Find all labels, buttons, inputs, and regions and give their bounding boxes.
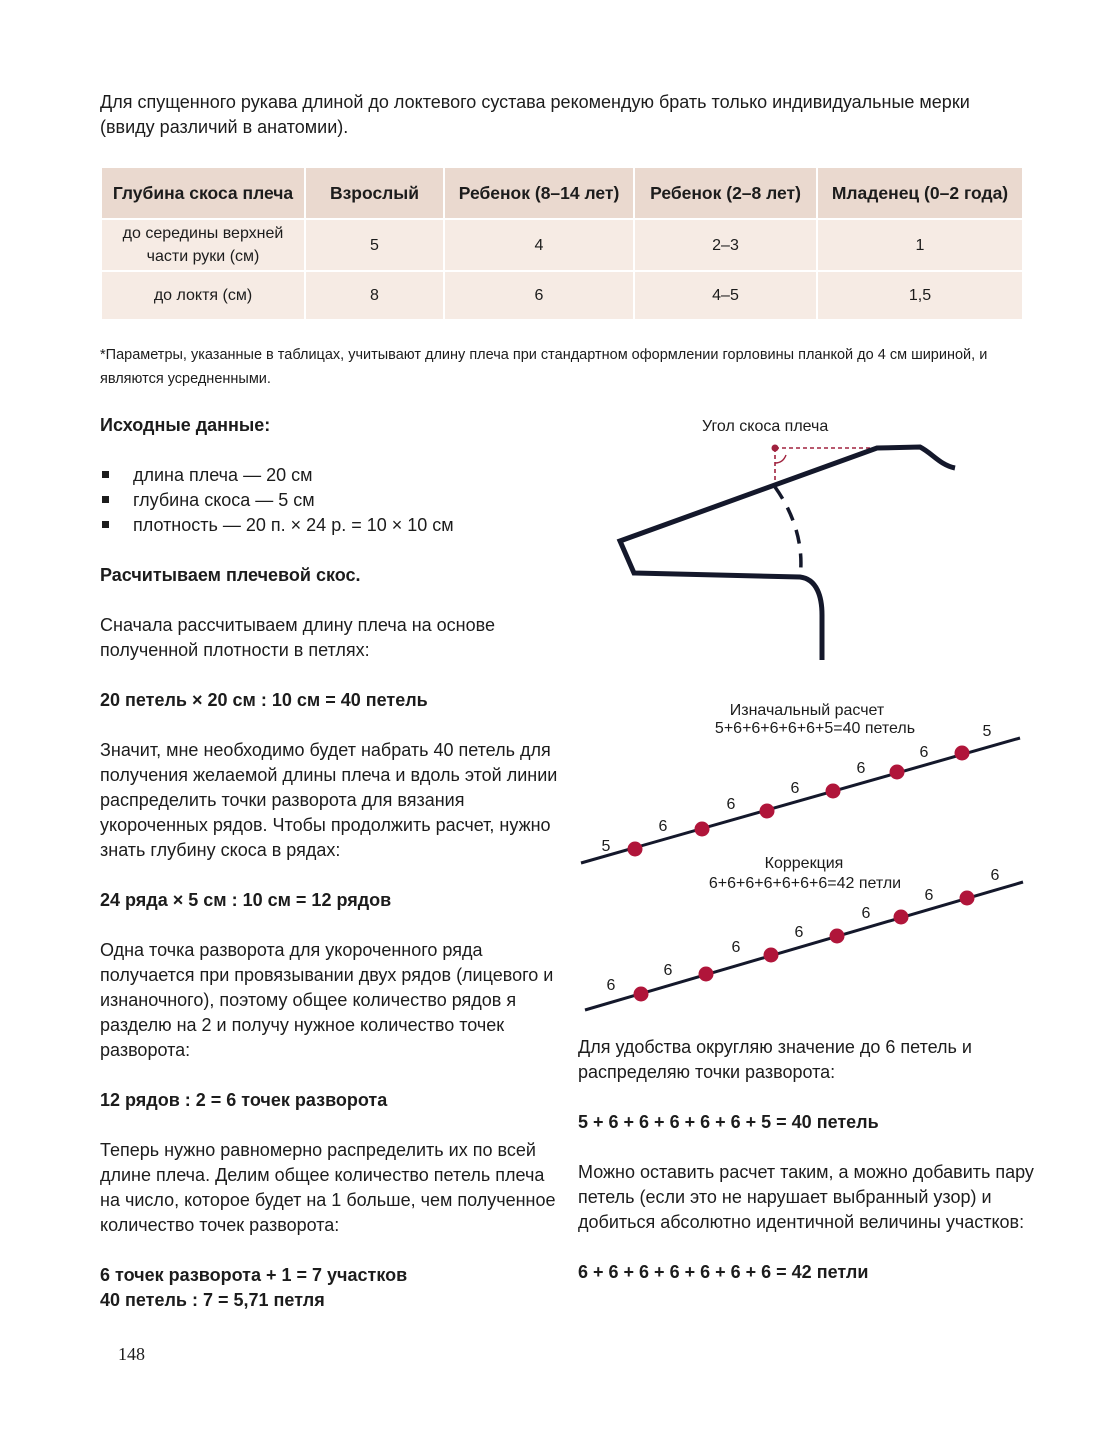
turn-point-dot [894, 910, 909, 925]
table-cell: до середины верхней части руки (см) [102, 219, 305, 271]
left-column [100, 413, 560, 1313]
paragraph: Значит, мне необходимо будет набрать 40 петель для получения желаемой длины плеча и вдоль этой линии распределить точки разворота для вязания укороченных рядов. Чтобы продолжить расчет, нужно знать глубину скоса в рядах: [100, 740, 558, 860]
table-header-row [102, 168, 1022, 219]
turn-point-dot [960, 891, 975, 906]
turn-point-dot [760, 804, 775, 819]
table-cell: 5 [305, 219, 444, 271]
segment-label: 6 [663, 962, 673, 979]
table-header-cell: Взрослый [305, 168, 444, 219]
shoulder-slope-diagram [600, 405, 980, 675]
diagram-title: Изначальный расчет [729, 702, 885, 719]
slope-angle-label: Угол скоса плеча [702, 418, 829, 435]
shoulder-slope-table [102, 168, 1022, 319]
table-cell: 8 [305, 271, 444, 319]
page-number: 148 [118, 1344, 145, 1364]
paragraph: Можно оставить расчет таким, а можно добавить пару петель (если это не нарушает выбранный узор) и добиться абсолютно идентичной величины участков: [578, 1162, 1034, 1232]
turn-point-dot [695, 822, 710, 837]
table-cell: до локтя (см) [102, 271, 305, 319]
segment-label: 6 [990, 867, 1000, 884]
table-header-cell: Глубина скоса плеча [102, 168, 305, 219]
table-row [102, 271, 1022, 319]
right-column [578, 1035, 1038, 1285]
formula: 6 + 6 + 6 + 6 + 6 + 6 + 6 = 42 петли [578, 1262, 869, 1282]
angle-arc [775, 455, 786, 463]
list-item: глубина скоса — 5 см [100, 488, 560, 513]
intro-paragraph: Для спущенного рукава длиной до локтевого сустава рекомендую брать только индивидуальные мерки (ввиду различий в анатомии). [100, 92, 970, 137]
turn-point-dot [826, 784, 841, 799]
turn-point-dot [955, 746, 970, 761]
turn-point-dot [699, 967, 714, 982]
segment-label: 6 [794, 924, 804, 941]
table-cell: 1 [817, 219, 1022, 271]
segment-label: 6 [726, 796, 736, 813]
table-header-cell: Ребенок (2–8 лет) [634, 168, 817, 219]
segment-label: 6 [731, 939, 741, 956]
formula: 6 точек разворота + 1 = 7 участков [100, 1265, 408, 1285]
formula: 12 рядов : 2 = 6 точек разворота [100, 1090, 388, 1110]
table-header-cell: Младенец (0–2 года) [817, 168, 1022, 219]
segment-label: 5 [982, 723, 992, 740]
segment-label: 6 [606, 977, 616, 994]
table-cell: 2–3 [634, 219, 817, 271]
formula: 24 ряда × 5 см : 10 см = 12 рядов [100, 890, 392, 910]
slope-corner-dot [772, 445, 779, 452]
garment-outline [620, 447, 955, 660]
turn-points [602, 723, 992, 857]
paragraph: Сначала рассчитываем длину плеча на основе полученной плотности в петлях: [100, 615, 495, 660]
turn-point-dot [634, 987, 649, 1002]
turn-point-dot [764, 948, 779, 963]
slope-title: Расчитываем плечевой скос. [100, 565, 361, 585]
paragraph: Для удобства округляю значение до 6 петель и распределяю точки разворота: [578, 1037, 972, 1082]
segment-label: 6 [861, 905, 871, 922]
paragraph: Теперь нужно равномерно распределить их по всей длине плеча. Делим общее количество петель плеча на число, которое будет на 1 больше, чем полученное количество точек разворота: [100, 1140, 556, 1235]
diagram-title: Коррекция [764, 855, 844, 872]
segment-label: 6 [856, 760, 866, 777]
list-item: плотность — 20 п. × 24 р. = 10 × 10 см [100, 513, 560, 538]
diagram-formula: 5+6+6+6+6+6+5=40 петель [714, 720, 916, 737]
correction-diagram [575, 845, 1035, 1020]
paragraph: Одна точка разворота для укороченного ряда получается при провязывании двух рядов (лицевого и изнаночного), поэтому общее количество рядов я разделю на 2 и получу нужное количество точек разворота: [100, 940, 554, 1060]
turn-point-dot [830, 929, 845, 944]
turn-point-dot [890, 765, 905, 780]
list-item: длина плеча — 20 см [100, 463, 560, 488]
source-data-title: Исходные данные: [100, 415, 271, 435]
formula: 20 петель × 20 см : 10 см = 40 петель [100, 690, 428, 710]
armhole-dashed-line [775, 487, 801, 577]
segment-label: 6 [658, 818, 668, 835]
formula: 5 + 6 + 6 + 6 + 6 + 6 + 5 = 40 петель [578, 1112, 879, 1132]
source-data-list [100, 463, 560, 538]
segment-label: 6 [924, 887, 934, 904]
segment-label: 5 [601, 838, 611, 855]
formula: 40 петель : 7 = 5,71 петля [100, 1290, 325, 1310]
table-cell: 4 [444, 219, 634, 271]
segment-label: 6 [790, 780, 800, 797]
table-footnote: *Параметры, указанные в таблицах, учитывают длину плеча при стандартном оформлении горловины планкой до 4 см шириной, и являются усредненными. [100, 347, 988, 387]
segment-label: 6 [919, 744, 929, 761]
table-row [102, 219, 1022, 271]
table-cell: 6 [444, 271, 634, 319]
diagram-formula: 6+6+6+6+6+6+6=42 петли [708, 875, 902, 892]
table-cell: 1,5 [817, 271, 1022, 319]
table-cell: 4–5 [634, 271, 817, 319]
table-header-cell: Ребенок (8–14 лет) [444, 168, 634, 219]
shoulder-line [585, 882, 1023, 1010]
